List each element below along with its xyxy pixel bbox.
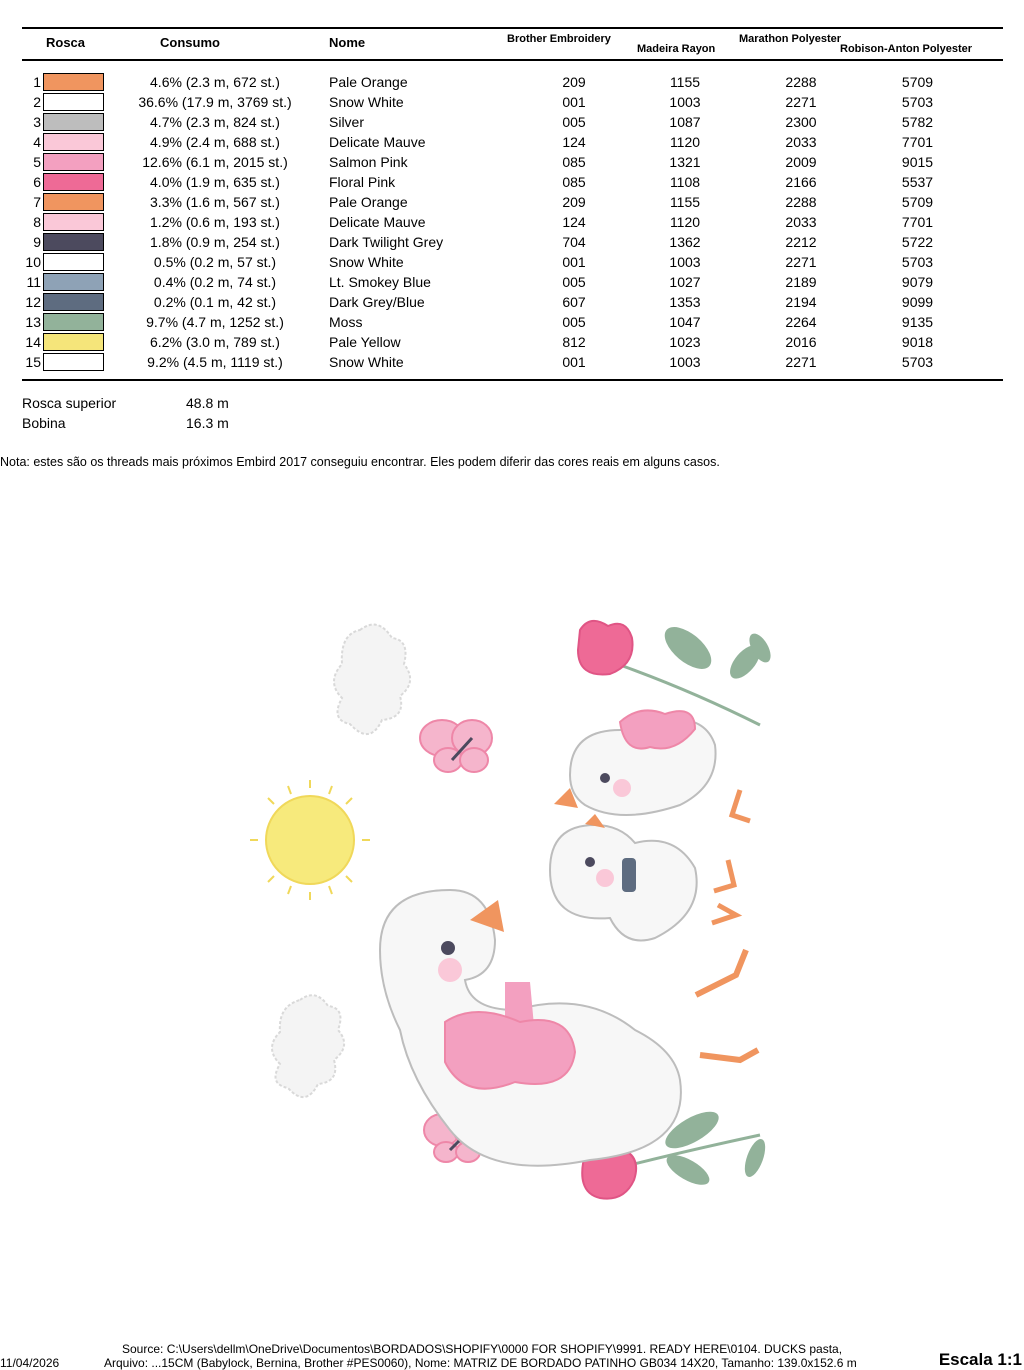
color-swatch <box>43 233 104 251</box>
table-row <box>0 312 1024 332</box>
header-robison: Robison-Anton Polyester <box>840 43 973 55</box>
marathon-code-cell: 2033 <box>785 214 817 230</box>
consumption-cell: 4.0% (1.9 m, 635 st.) <box>150 174 280 190</box>
table-row <box>0 132 1024 152</box>
color-swatch <box>43 173 104 191</box>
footer-date: 11/04/2026 <box>0 1356 60 1370</box>
thread-number: 8 <box>33 214 41 230</box>
thread-number: 2 <box>33 94 41 110</box>
cloud-top <box>334 625 410 735</box>
color-name-cell: Silver <box>329 114 365 130</box>
brother-code-cell: 209 <box>562 74 586 90</box>
table-row <box>0 92 1024 112</box>
header-marathon: Marathon Polyester <box>739 33 842 45</box>
sun <box>250 780 370 900</box>
bobbin-value: 16.3 m <box>186 415 229 431</box>
robison-code-cell: 9018 <box>901 334 934 350</box>
consumption-cell: 4.6% (2.3 m, 672 st.) <box>150 74 280 90</box>
table-header-rule <box>22 59 1003 61</box>
madeira-code-cell: 1003 <box>669 254 701 270</box>
brother-code-cell: 005 <box>562 314 586 330</box>
color-name-cell: Salmon Pink <box>329 154 408 170</box>
color-name-cell: Delicate Mauve <box>329 214 426 230</box>
madeira-code-cell: 1087 <box>669 114 701 130</box>
color-swatch <box>43 313 104 331</box>
marathon-code-cell: 2288 <box>785 74 817 90</box>
thread-number: 1 <box>33 74 41 90</box>
table-row <box>0 172 1024 192</box>
color-name-cell: Dark Grey/Blue <box>329 294 425 310</box>
header-thread: Rosca <box>46 35 86 50</box>
robison-code-cell: 7701 <box>901 134 934 150</box>
brother-code-cell: 607 <box>562 294 586 310</box>
consumption-cell: 1.8% (0.9 m, 254 st.) <box>150 234 280 250</box>
table-row <box>0 232 1024 252</box>
color-name-cell: Dark Twilight Grey <box>329 234 444 250</box>
marathon-code-cell: 2189 <box>785 274 817 290</box>
color-swatch <box>43 93 104 111</box>
brother-code-cell: 704 <box>562 234 586 250</box>
color-name-cell: Snow White <box>329 354 404 370</box>
table-row <box>0 72 1024 92</box>
table-bottom-rule <box>22 379 1003 381</box>
brother-code-cell: 001 <box>562 94 586 110</box>
thread-number: 11 <box>26 274 41 290</box>
consumption-cell: 0.2% (0.1 m, 42 st.) <box>153 294 277 310</box>
table-row <box>0 192 1024 212</box>
consumption-cell: 3.3% (1.6 m, 567 st.) <box>150 194 280 210</box>
color-swatch <box>43 353 104 371</box>
color-name-cell: Pale Orange <box>329 74 408 90</box>
color-swatch <box>43 333 104 351</box>
color-swatch <box>43 133 104 151</box>
marathon-code-cell: 2166 <box>785 174 817 190</box>
brother-code-cell: 001 <box>562 354 586 370</box>
top-thread-label: Rosca superior <box>22 395 117 411</box>
madeira-code-cell: 1120 <box>669 214 701 230</box>
madeira-code-cell: 1003 <box>669 94 701 110</box>
butterfly-top <box>420 720 492 772</box>
color-name-cell: Pale Orange <box>329 194 408 210</box>
color-swatch <box>43 193 104 211</box>
cloud-bottom <box>272 995 344 1097</box>
color-name-cell: Pale Yellow <box>329 334 401 350</box>
consumption-cell: 9.2% (4.5 m, 1119 st.) <box>147 354 283 370</box>
color-name-cell: Snow White <box>329 254 404 270</box>
robison-code-cell: 5703 <box>901 254 934 270</box>
thread-number: 14 <box>25 334 41 350</box>
table-row <box>0 212 1024 232</box>
madeira-code-cell: 1108 <box>669 174 701 190</box>
top-thread-value: 48.8 m <box>186 395 229 411</box>
color-swatch <box>43 273 104 291</box>
madeira-code-cell: 1003 <box>669 354 701 370</box>
disclaimer-note: Nota: estes são os threads mais próximos Embird 2017 conseguiu encontrar. Eles podem diferir das cores reais em alguns casos. <box>0 455 720 469</box>
madeira-code-cell: 1047 <box>669 314 701 330</box>
color-swatch <box>43 213 104 231</box>
footer-source: Source: C:\Users\dellm\OneDrive\Documentos\BORDADOS\SHOPIFY\0000 FOR SHOPIFY\9991. READY HERE\0104. DUCKS pasta, <box>122 1342 843 1356</box>
color-swatch <box>43 293 104 311</box>
consumption-cell: 4.9% (2.4 m, 688 st.) <box>150 134 280 150</box>
bobbin-label: Bobina <box>22 415 66 431</box>
color-name-cell: Snow White <box>329 94 404 110</box>
thread-number: 9 <box>33 234 41 250</box>
table-row <box>0 332 1024 352</box>
consumption-cell: 4.7% (2.3 m, 824 st.) <box>150 114 280 130</box>
color-name-cell: Floral Pink <box>329 174 396 190</box>
robison-code-cell: 7701 <box>901 214 934 230</box>
robison-code-cell: 5782 <box>901 114 934 130</box>
marathon-code-cell: 2288 <box>785 194 817 210</box>
robison-code-cell: 5537 <box>901 174 934 190</box>
robison-code-cell: 5703 <box>901 94 934 110</box>
robison-code-cell: 5709 <box>901 74 934 90</box>
robison-code-cell: 9135 <box>901 314 934 330</box>
thread-number: 13 <box>25 314 41 330</box>
header-madeira: Madeira Rayon <box>637 43 716 55</box>
color-swatch <box>43 113 104 131</box>
brother-code-cell: 085 <box>562 174 586 190</box>
thread-number: 7 <box>33 194 41 210</box>
marathon-code-cell: 2212 <box>785 234 817 250</box>
table-top-rule <box>22 27 1003 29</box>
header-consumption: Consumo <box>160 35 220 50</box>
consumption-cell: 9.7% (4.7 m, 1252 st.) <box>146 314 284 330</box>
marathon-code-cell: 2194 <box>785 294 817 310</box>
robison-code-cell: 9079 <box>901 274 934 290</box>
brother-code-cell: 085 <box>562 154 586 170</box>
brother-code-cell: 209 <box>562 194 586 210</box>
consumption-cell: 0.5% (0.2 m, 57 st.) <box>153 254 277 270</box>
robison-code-cell: 5709 <box>901 194 934 210</box>
table-row <box>0 352 1024 372</box>
marathon-code-cell: 2271 <box>785 354 817 370</box>
header-brother: Brother Embroidery <box>507 33 611 45</box>
thread-number: 5 <box>33 154 41 170</box>
footer-file-info: Arquivo: ...15CM (Babylock, Bernina, Brother #PES0060), Nome: MATRIZ DE BORDADO PATINHO GB034 14X20, Tamanho: 139.0x152.6 m <box>104 1356 857 1370</box>
color-name-cell: Moss <box>329 314 363 330</box>
brother-code-cell: 124 <box>562 214 586 230</box>
madeira-code-cell: 1155 <box>669 74 701 90</box>
thread-number: 15 <box>25 354 41 370</box>
marathon-code-cell: 2033 <box>785 134 817 150</box>
marathon-code-cell: 2009 <box>785 154 817 170</box>
brother-code-cell: 812 <box>562 334 586 350</box>
brother-code-cell: 005 <box>562 114 586 130</box>
robison-code-cell: 5722 <box>901 234 934 250</box>
consumption-cell: 6.2% (3.0 m, 789 st.) <box>150 334 280 350</box>
table-row <box>0 272 1024 292</box>
madeira-code-cell: 1027 <box>669 274 701 290</box>
color-swatch <box>43 253 104 271</box>
marathon-code-cell: 2264 <box>785 314 817 330</box>
robison-code-cell: 5703 <box>901 354 934 370</box>
consumption-cell: 0.4% (0.2 m, 74 st.) <box>153 274 277 290</box>
thread-number: 3 <box>33 114 41 130</box>
madeira-code-cell: 1321 <box>669 154 701 170</box>
duck-small-top <box>554 710 750 821</box>
thread-number: 6 <box>33 174 41 190</box>
header-name: Nome <box>329 35 366 50</box>
tulip-top <box>578 619 775 725</box>
marathon-code-cell: 2300 <box>785 114 817 130</box>
table-row <box>0 152 1024 172</box>
consumption-cell: 36.6% (17.9 m, 3769 st.) <box>138 94 292 110</box>
robison-code-cell: 9099 <box>901 294 934 310</box>
table-row <box>0 112 1024 132</box>
thread-number: 10 <box>25 254 41 270</box>
madeira-code-cell: 1120 <box>669 134 701 150</box>
robison-code-cell: 9015 <box>901 154 934 170</box>
brother-code-cell: 124 <box>562 134 586 150</box>
table-row <box>0 252 1024 272</box>
color-swatch <box>43 153 104 171</box>
consumption-cell: 1.2% (0.6 m, 193 st.) <box>150 214 280 230</box>
marathon-code-cell: 2016 <box>785 334 817 350</box>
marathon-code-cell: 2271 <box>785 94 817 110</box>
scale-label: Escala 1:1 <box>938 1350 1022 1369</box>
color-name-cell: Delicate Mauve <box>329 134 426 150</box>
thread-number: 12 <box>25 294 41 310</box>
brother-code-cell: 001 <box>562 254 586 270</box>
duck-small-middle <box>550 814 736 941</box>
brother-code-cell: 005 <box>562 274 586 290</box>
madeira-code-cell: 1362 <box>669 234 701 250</box>
madeira-code-cell: 1023 <box>669 334 701 350</box>
color-name-cell: Lt. Smokey Blue <box>329 274 431 290</box>
thread-number: 4 <box>33 134 41 150</box>
marathon-code-cell: 2271 <box>785 254 817 270</box>
color-swatch <box>43 73 104 91</box>
madeira-code-cell: 1155 <box>669 194 701 210</box>
madeira-code-cell: 1353 <box>669 294 701 310</box>
table-row <box>0 292 1024 312</box>
embroidery-design-image <box>240 610 800 1210</box>
consumption-cell: 12.6% (6.1 m, 2015 st.) <box>142 154 288 170</box>
